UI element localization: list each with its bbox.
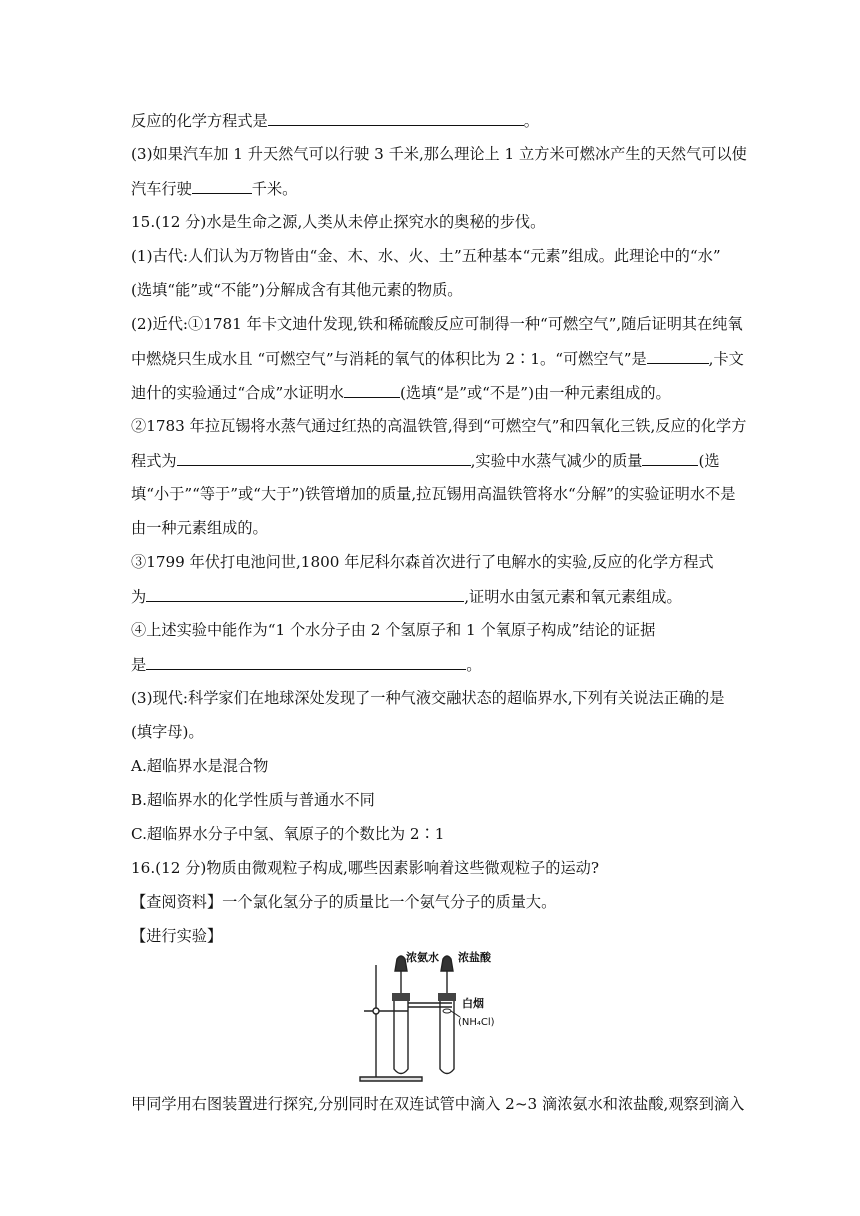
left-stopper (392, 993, 410, 1001)
q15-heading: 15.(12 分)水是生命之源,人类从未停止探究水的奥秘的步伐。 (131, 213, 546, 231)
q14-part3-line-1: (3)如果汽车加 1 升天然气可以行驶 3 千米,那么理论上 1 立方米可燃冰产生的天然气可以使 (131, 145, 747, 163)
q16-material: 【查阅资料】一个氯化氢分子的质量比一个氨气分子的质量大。 (131, 893, 557, 911)
q15-option-a: A.超临界水是混合物 (131, 757, 269, 775)
double-test-tube-apparatus-figure (350, 945, 510, 1085)
q14-part3-line-2: 汽车行驶 千米。 (131, 180, 298, 198)
q15-part3-line-1: (3)现代:科学家们在地球深处发现了一种气液交融状态的超临界水,下列有关说法正确的是 (131, 689, 725, 707)
q16-experiment-heading: 【进行实验】 (131, 927, 223, 945)
q15-part2c-line-1: ③1799 年伏打电池问世,1800 年尼科尔森首次进行了电解水的实验,反应的化学方程式 (131, 553, 714, 571)
q15-option-b: B.超临界水的化学性质与普通水不同 (131, 791, 375, 809)
q15-part2d-line-2: 是 。 (131, 656, 482, 674)
evidence-blank[interactable] (146, 654, 466, 670)
q14-equation-blank[interactable] (268, 110, 524, 126)
stand-base (360, 1077, 422, 1081)
q15-part2b-line-4: 由一种元素组成的。 (131, 519, 268, 537)
q15-part1-line-2: (选填“能”或“不能”)分解成含有其他元素的物质。 (131, 281, 463, 299)
q15-option-c: C.超临界水分子中氢、氧原子的个数比为 2∶1 (131, 825, 445, 843)
lavoisier-equation-blank[interactable] (177, 450, 471, 466)
q15-part3-line-2: (填字母)。 (131, 723, 204, 741)
left-test-tube (394, 1001, 408, 1074)
q15-part2b-line-2: 程式为 ,实验中水蒸气减少的质量 (选 (131, 452, 720, 470)
q14-equation-prompt: 反应的化学方程式是 (131, 112, 268, 130)
q14-distance-blank[interactable] (192, 178, 252, 194)
q14-line-1: 反应的化学方程式是 。 (131, 112, 539, 130)
mass-compare-blank[interactable] (642, 450, 698, 466)
electrolysis-equation-blank[interactable] (146, 586, 464, 602)
fig-label-hcl: 浓盐酸 (458, 951, 491, 964)
stand-clamp-knob (373, 1008, 379, 1014)
connecting-tube (408, 1003, 452, 1007)
q16-last-line: 甲同学用右图装置进行探究,分别同时在双连试管中滴入 2~3 滴浓氨水和浓盐酸,观察到滴入 (131, 1095, 745, 1113)
flammable-air-blank[interactable] (647, 348, 709, 364)
q15-part2-line-3: 迪什的实验通过“合成”水证明水 (选填“是”或“不是”)由一种元素组成的。 (131, 384, 671, 402)
right-dropper-bulb (441, 956, 453, 971)
q15-part2-line-1: (2)近代:①1781 年卡文迪什发现,铁和稀硫酸反应可制得一种“可燃空气”,随后证明其在纯氧 (131, 315, 743, 333)
q15-part2d-line-1: ④上述实验中能作为“1 个水分子由 2 个氢原子和 1 个氧原子构成”结论的证据 (131, 621, 656, 639)
cavendish-conclusion-blank[interactable] (344, 382, 400, 398)
q15-part2c-line-2: 为 ,证明水由氢元素和氧元素组成。 (131, 588, 682, 606)
q15-part2b-line-3: 填“小于”“等于”或“大于”)铁管增加的质量,拉瓦锡用高温铁管将水“分解”的实验证明水不是 (131, 485, 736, 503)
q16-heading: 16.(12 分)物质由微观粒子构成,哪些因素影响着这些微观粒子的运动? (131, 859, 600, 877)
right-stopper (438, 993, 456, 1001)
white-smoke (443, 1009, 451, 1013)
q15-part2-line-2: 中燃烧只生成水且 “可燃空气”与消耗的氧气的体积比为 2∶1。“可燃空气”是 ,卡文 (131, 350, 744, 368)
fig-label-ammonia: 浓氨水 (406, 951, 439, 964)
q15-part2b-line-1: ②1783 年拉瓦锡将水蒸气通过红热的高温铁管,得到“可燃空气”和四氧化三铁,反应的化学方 (131, 417, 747, 435)
fig-label-smoke: 白烟 (462, 997, 484, 1010)
fig-label-formula: (NH₄Cl) (458, 1017, 495, 1028)
q15-part1-line-1: (1)古代:人们认为万物皆由“金、木、水、火、土”五种基本“元素”组成。此理论中的“水” (131, 247, 721, 265)
